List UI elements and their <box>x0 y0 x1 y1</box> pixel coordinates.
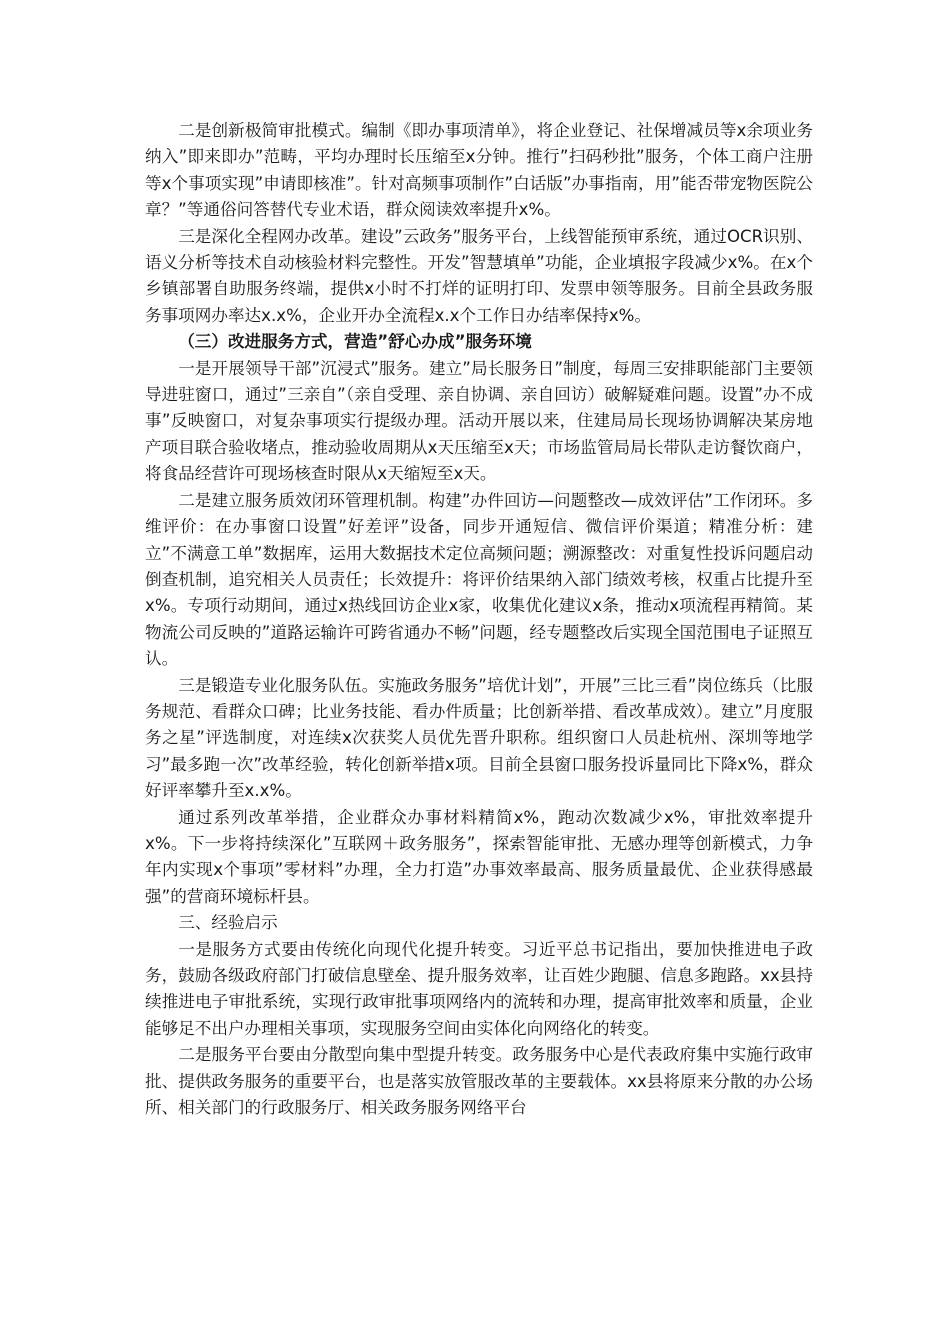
paragraph-lesson-modernization: 一是服务方式要由传统化向现代化提升转变。习近平总书记指出，要加快推进电子政务，鼓励各级政府部门打破信息壁垒、提升服务效率，让百姓少跑腿、信息多跑路。xx县持续推进电子审批系统，实现行政审批事项网络内的流转和办理，提高审批效率和质量，企业能够足不出户办理相关事项，实现服务空间由实体化向网络化的转变。 <box>145 939 813 1038</box>
paragraph-online-service: 三是深化全程网办改革。建设”云政务”服务平台，上线智能预审系统，通过OCR识别、语义分析等技术自动核验材料完整性。开发”智慧填单”功能，企业填报字段减少x%。在x个乡镇部署自助服务终端，提供x小时不打烊的证明打印、发票申领等服务。目前全县政务服务事项网办率达x.x%，企业开办全流程x.x个工作日办结率保持x%。 <box>145 226 813 325</box>
paragraph-summary: 通过系列改革举措，企业群众办事材料精简x%，跑动次数减少x%，审批效率提升x%。下一步将持续深化”互联网＋政务服务”，探索智能审批、无感办理等创新模式，力争年内实现x个事项”零材料”办理，全力打造”办事效率最高、服务质量最优、企业获得感最强”的营商环境标杆县。 <box>145 807 813 906</box>
paragraph-streamlined-approval: 二是创新极简审批模式。编制《即办事项清单》，将企业登记、社保增减员等x余项业务纳入”即来即办”范畴，平均办理时长压缩至x分钟。推行”扫码秒批”服务，个体工商户注册等x个事项实现”申请即核准”。针对高频事项制作”白话版”办事指南，用”能否带宠物医院公章？”等通俗问答替代专业术语，群众阅读效率提升x%。 <box>145 121 813 220</box>
paragraph-closed-loop: 二是建立服务质效闭环管理机制。构建”办件回访—问题整改—成效评估”工作闭环。多维评价：在办事窗口设置”好差评”设备，同步开通短信、微信评价渠道；精准分析：建立”不满意工单”数据库，运用大数据技术定位高频问题；溯源整改：对重复性投诉问题启动倒查机制，追究相关人员责任；长效提升：将评价结果纳入部门绩效考核，权重占比提升至x%。专项行动期间，通过x热线回访企业x家，收集优化建议x条，推动x项流程再精简。某物流公司反映的”道路运输许可跨省通办不畅”问题，经专题整改后实现全国范围电子证照互认。 <box>145 490 813 669</box>
paragraph-leader-service: 一是开展领导干部”沉浸式”服务。建立”局长服务日”制度，每周三安排职能部门主要领导进驻窗口，通过”三亲自”（亲自受理、亲自协调、亲自回访）破解疑难问题。设置”办不成事”反映窗口，对复杂事项实行提级办理。活动开展以来，住建局局长现场协调解决某房地产项目联合验收堵点，推动验收周期从x天压缩至x天；市场监管局局长带队走访餐饮商户，将食品经营许可现场核查时限从x天缩短至x天。 <box>145 358 813 484</box>
document-page <box>145 118 813 1121</box>
section-heading-lessons: 三、经验启示 <box>178 913 278 933</box>
paragraph-professional-team: 三是锻造专业化服务队伍。实施政务服务”培优计划”，开展”三比三看”岗位练兵（比服务规范、看群众口碑；比业务技能、看办件质量；比创新举措、看改革成效）。建立”月度服务之星”评选制度，对连续x次获奖人员优先晋升职称。组织窗口人员赴杭州、深圳等地学习”最多跑一次”改革经验，转化创新举措x项。目前全县窗口服务投诉量同比下降x%，群众好评率攀升至x.x%。 <box>145 675 813 801</box>
paragraph-lesson-centralization: 二是服务平台要由分散型向集中型提升转变。政务服务中心是代表政府集中实施行政审批、提供政务服务的重要平台，也是落实放管服改革的主要载体。xx县将原来分散的办公场所、相关部门的行政服务厅、相关政务服务网络平台 <box>145 1045 813 1118</box>
section-heading-service-method: （三）改进服务方式，营造”舒心办成”服务环境 <box>178 332 532 352</box>
